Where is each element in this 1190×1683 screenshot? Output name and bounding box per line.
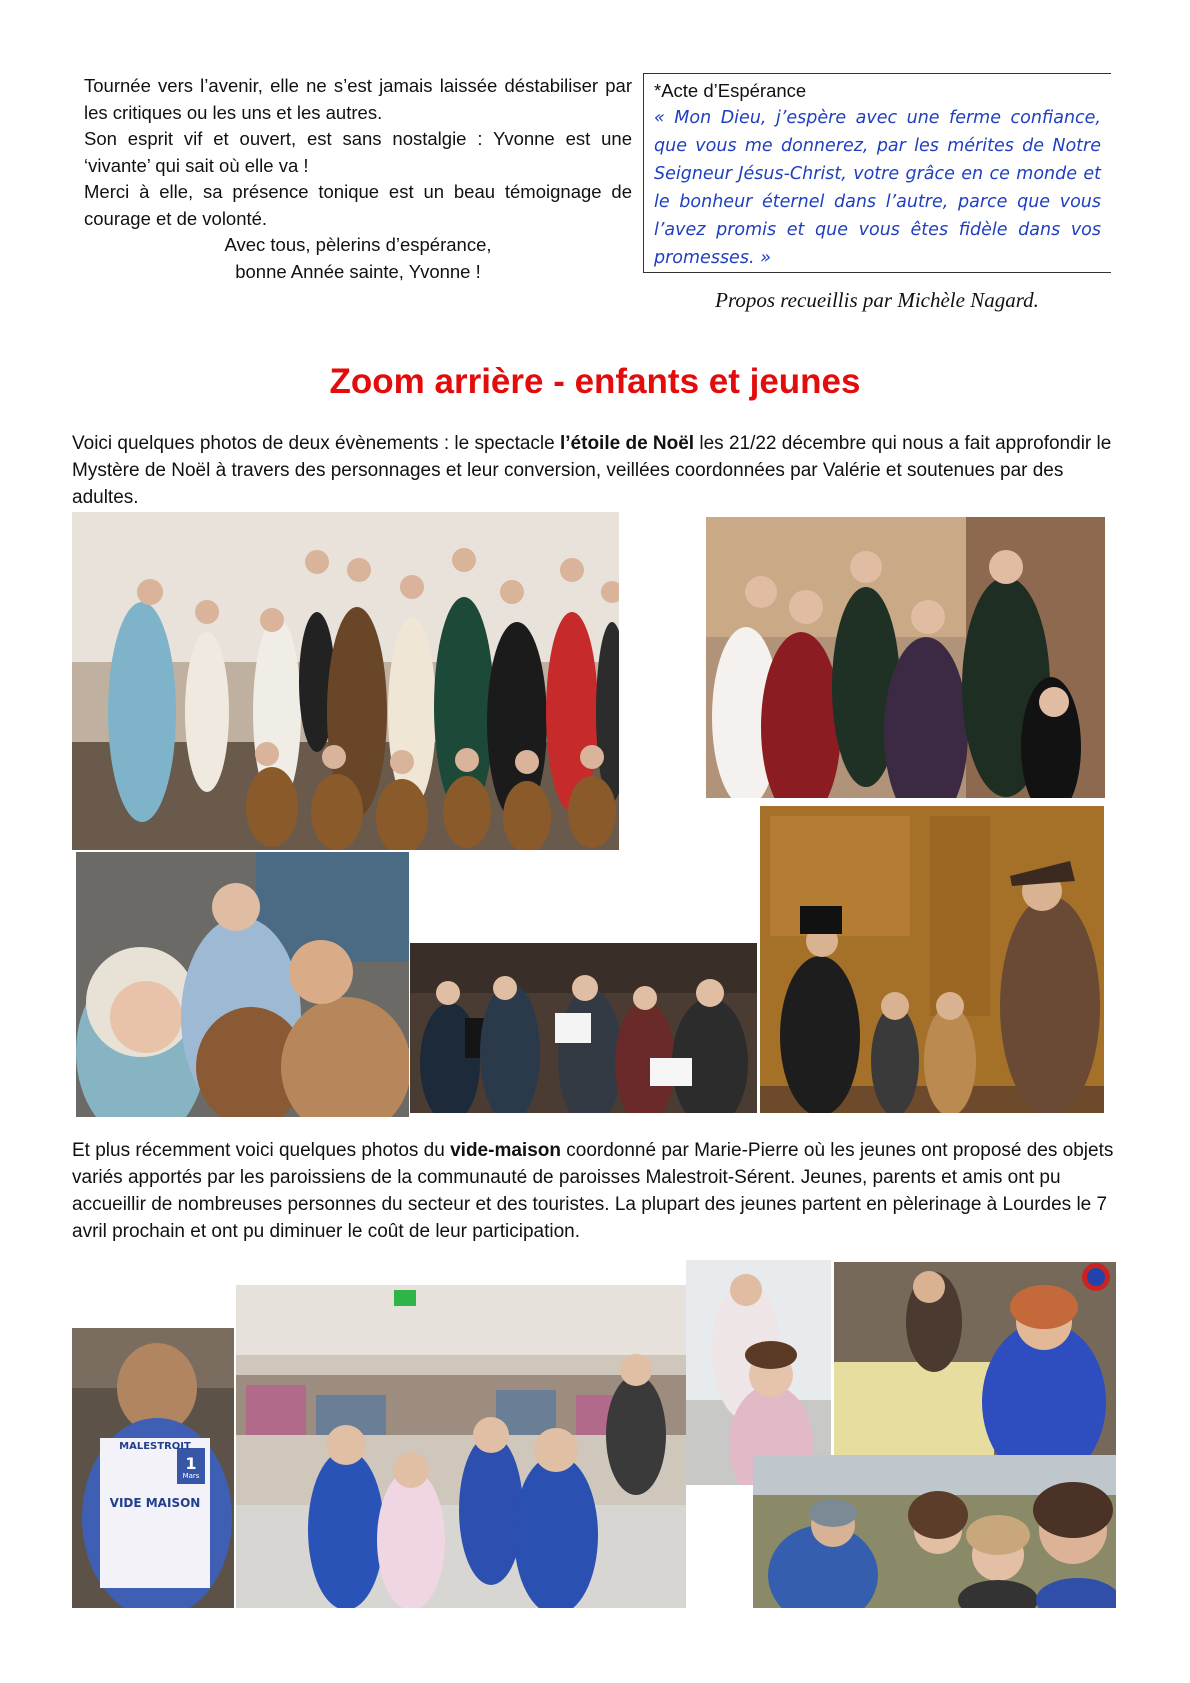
paragraph-events-bold: l’étoile de Noël bbox=[560, 433, 695, 454]
paragraph-events-end: les 21/22 décembre qui nous a fait approfondir le Mystère de Noël à travers des personnages et leur conversion, veillées coordonnées par Valérie et soutenues par des adultes. bbox=[72, 433, 1112, 508]
girls-at-stand-photo bbox=[686, 1260, 831, 1485]
choir-readers-photo bbox=[410, 943, 757, 1113]
children-closeup-photo bbox=[76, 852, 409, 1117]
credit-line: Propos recueillis par Michèle Nagard. bbox=[715, 288, 1039, 312]
women-selfie-photo bbox=[753, 1455, 1116, 1608]
vide-maison-hall-photo bbox=[236, 1285, 686, 1608]
intro-closing-2: bonne Année sainte, Yvonne ! bbox=[235, 260, 481, 282]
girl-with-poster-photo bbox=[72, 1328, 234, 1608]
prayer-text: « Mon Dieu, j’espère avec une ferme confiance, que vous me donnerez, par les mérites de Notre Seigneur Jésus-Christ, votre grâce en ce monde et le bonheur éternel dans l’autre, parce que vous l’avez promis et que vous êtes fidèle dans vos promesses. » bbox=[654, 108, 1101, 268]
poster-month: Mars bbox=[182, 1472, 200, 1480]
poster-title: VIDE MAISON bbox=[109, 1496, 201, 1510]
paragraph-vide-maison-start: Et plus récemment voici quelques photos du bbox=[72, 1140, 451, 1161]
prayer-title: *Acte d’Espérance bbox=[654, 80, 807, 101]
poster-town: MALESTROIT bbox=[119, 1441, 191, 1452]
intro-closing-1: Avec tous, pèlerins d’espérance, bbox=[224, 234, 492, 255]
intro-text bbox=[84, 73, 632, 285]
poster-day: 1 bbox=[185, 1454, 197, 1473]
section-heading: Zoom arrière - enfants et jeunes bbox=[329, 362, 861, 401]
paragraph-events-start: Voici quelques photos de deux évènements : le spectacle bbox=[72, 433, 560, 454]
boy-and-woman-photo bbox=[834, 1262, 1116, 1455]
paragraph-vide-maison-end: coordonné par Marie-Pierre où les jeunes ont proposé des objets variés apportés par les paroissiens de la communauté de paroisses Malestroit-Sérent. Jeunes, parents et amis ont pu accueillir de nombreuses personnes du secteur et des touristes. La plupart des jeunes partent en pèlerinage à Lourdes le 7 avril prochain et ont pu diminuer le coût de leur participation. bbox=[72, 1140, 1114, 1242]
children-by-door-photo bbox=[760, 806, 1104, 1113]
paragraph-vide-maison-bold: vide-maison bbox=[450, 1140, 561, 1161]
paragraph-vide-maison bbox=[72, 1137, 1122, 1245]
costumed-children-photo bbox=[706, 517, 1105, 798]
intro-line-2: Son esprit vif et ouvert, est sans nostalgie : Yvonne est une ‘vivante’ qui sait où elle va ! bbox=[84, 128, 632, 176]
paragraph-events bbox=[72, 430, 1122, 511]
prayer-box bbox=[643, 73, 1111, 273]
christmas-play-group-photo bbox=[72, 512, 619, 850]
intro-line-1: Tournée vers l’avenir, elle ne s’est jamais laissée déstabiliser par les critiques ou les uns et les autres. bbox=[84, 75, 632, 123]
intro-line-3: Merci à elle, sa présence tonique est un beau témoignage de courage et de volonté. bbox=[84, 181, 632, 229]
